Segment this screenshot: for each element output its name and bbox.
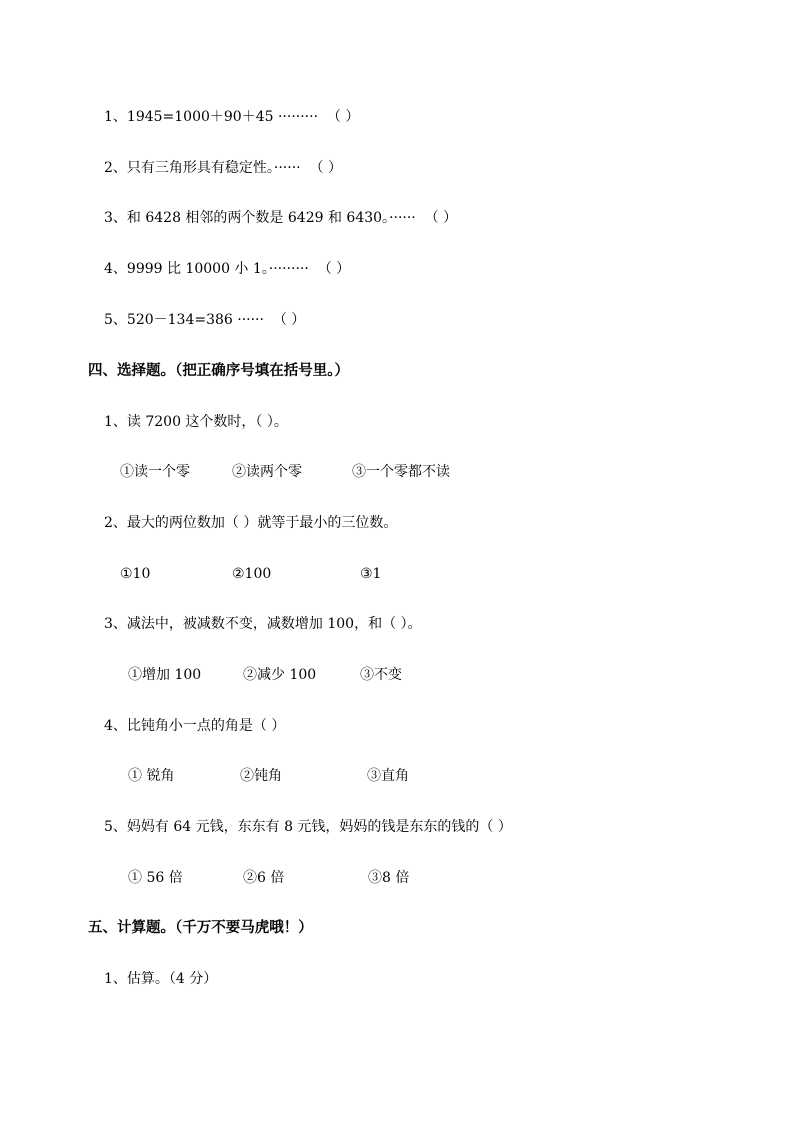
judge-item-3: 3、和 6428 相邻的两个数是 6429 和 6430。······ （ ） [104, 210, 458, 226]
choice-3-option-2: ②减少 100 [243, 667, 317, 683]
calc-question-1: 1、估算。（4 分） [104, 971, 218, 987]
choice-question-1: 1、读 7200 这个数时，（ ）。 [104, 414, 288, 430]
choice-1-option-1: ①读一个零 [120, 464, 190, 480]
choice-4-option-3: ③直角 [367, 768, 409, 784]
choice-2-option-3: ③1 [360, 566, 382, 582]
judge-item-4: 4、9999 比 10000 小 1。········· （ ） [104, 261, 351, 277]
choice-5-option-3: ③8 倍 [368, 870, 410, 886]
section4-title: 四、选择题。（把正确序号填在括号里。） [88, 362, 349, 379]
choice-2-option-2: ②100 [232, 566, 272, 582]
choice-1-option-3: ③一个零都不读 [352, 464, 450, 480]
judge-item-5: 5、520－134=386 ······ （ ） [104, 312, 306, 328]
choice-4-option-2: ②钝角 [240, 768, 282, 784]
choice-question-5: 5、妈妈有 64 元钱，东东有 8 元钱，妈妈的钱是东东的钱的（ ） [104, 819, 512, 835]
judge-item-1: 1、1945=1000＋90＋45 ········· （ ） [104, 109, 360, 125]
choice-2-option-1: ①10 [120, 566, 151, 582]
choice-question-3: 3、减法中，被减数不变，减数增加 100，和（ ）。 [104, 616, 422, 632]
judge-item-2: 2、只有三角形具有稳定性。······ （ ） [104, 160, 342, 176]
section5-title: 五、计算题。（千万不要马虎哦！） [88, 919, 313, 936]
choice-question-2: 2、最大的两位数加（ ）就等于最小的三位数。 [104, 515, 398, 531]
choice-5-option-2: ②6 倍 [243, 870, 285, 886]
choice-5-option-1: ① 56 倍 [128, 870, 183, 886]
choice-1-option-2: ②读两个零 [232, 464, 302, 480]
choice-question-4: 4、比钝角小一点的角是（ ） [104, 718, 286, 734]
choice-3-option-3: ③不变 [360, 667, 402, 683]
choice-3-option-1: ①增加 100 [128, 667, 202, 683]
choice-4-option-1: ① 锐角 [128, 768, 175, 784]
